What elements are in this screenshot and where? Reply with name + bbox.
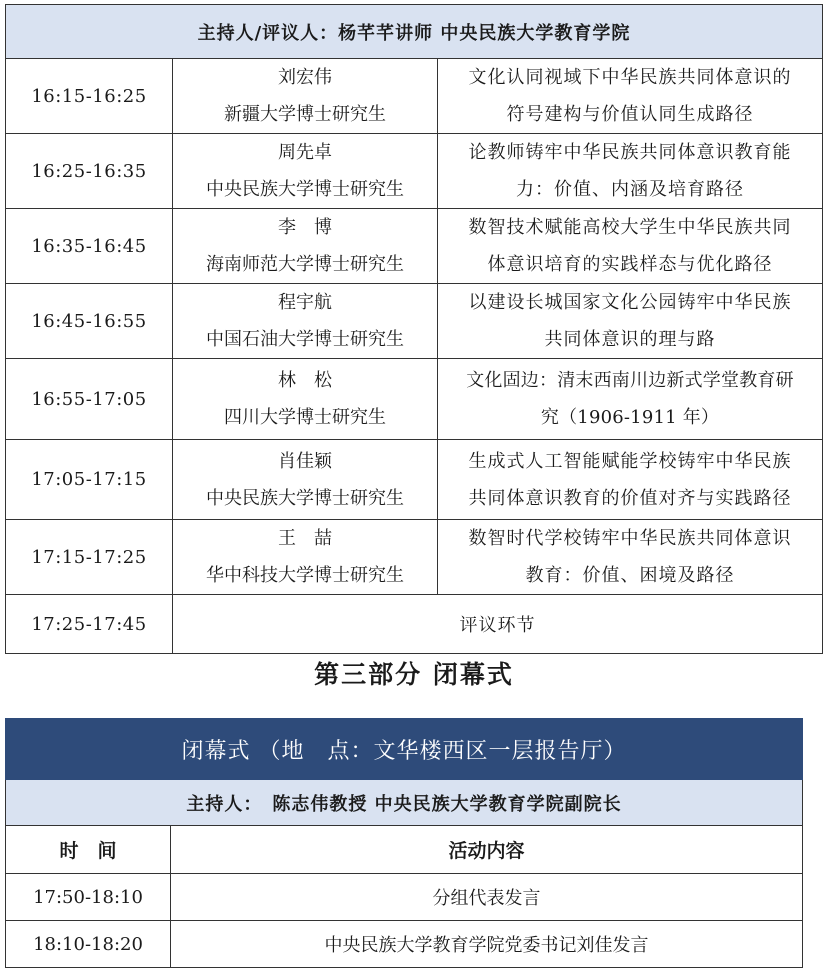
speaker-affiliation: 海南师范大学博士研究生: [206, 254, 404, 275]
closing-ceremony-table: [5, 718, 803, 968]
row-speaker: [173, 134, 438, 209]
closing-title: 闭幕式 （地 点：文华楼西区一层报告厅）: [6, 719, 803, 780]
row-time: 16:15-16:25: [6, 59, 173, 134]
part-heading: 第三部分 闭幕式: [314, 660, 514, 689]
closing-row-time: 17:50-18:10: [6, 874, 171, 921]
title-line-1: 数智技术赋能高校大学生中华民族共同: [468, 217, 792, 238]
schedule-row: [6, 359, 823, 440]
row-time: 16:35-16:45: [6, 209, 173, 284]
column-header-time: 时 间: [6, 826, 171, 874]
row-title: [438, 209, 823, 284]
session-schedule-table: [5, 4, 823, 654]
speaker-name: 王 喆: [278, 528, 332, 549]
schedule-row: [6, 284, 823, 359]
row-time: 17:25-17:45: [6, 595, 173, 654]
speaker-affiliation: 中国石油大学博士研究生: [206, 329, 404, 350]
title-line-2: 力：价值、内涵及培育路径: [516, 179, 744, 200]
closing-row: [6, 921, 803, 968]
closing-title-row: [6, 719, 803, 780]
title-line-2: 符号建构与价值认同生成路径: [506, 104, 754, 125]
row-speaker: [173, 59, 438, 134]
row-speaker: [173, 520, 438, 595]
speaker-name: 刘宏伟: [278, 67, 332, 88]
closing-row-activity: 中央民族大学教育学院党委书记刘佳发言: [171, 921, 803, 968]
closing-host: 主持人： 陈志伟教授 中央民族大学教育学院副院长: [6, 780, 803, 826]
closing-row: [6, 874, 803, 921]
title-line-1: 以建设长城国家文化公园铸牢中华民族: [468, 292, 792, 313]
title-line-1: 论教师铸牢中华民族共同体意识教育能: [468, 142, 792, 163]
row-title: [438, 440, 823, 520]
column-header-activity: 活动内容: [171, 826, 803, 874]
speaker-affiliation: 四川大学博士研究生: [224, 407, 386, 428]
row-speaker: [173, 209, 438, 284]
title-line-2: 教育：价值、困境及路径: [525, 565, 735, 586]
title-line-1: 生成式人工智能赋能学校铸牢中华民族: [468, 450, 792, 472]
closing-row-time: 18:10-18:20: [6, 921, 171, 968]
session-host-row: [6, 5, 823, 59]
review-row: [6, 595, 823, 654]
speaker-name: 周先卓: [278, 142, 332, 163]
row-title: [438, 359, 823, 440]
row-time: 16:25-16:35: [6, 134, 173, 209]
speaker-name: 李 博: [278, 217, 332, 238]
row-title: [438, 134, 823, 209]
row-time: 17:15-17:25: [6, 520, 173, 595]
row-speaker: [173, 359, 438, 440]
closing-header-row: [6, 826, 803, 874]
schedule-row: [6, 209, 823, 284]
title-line-2: 共同体意识教育的价值对齐与实践路径: [468, 487, 792, 509]
speaker-affiliation: 中央民族大学博士研究生: [206, 179, 404, 200]
schedule-row: [6, 134, 823, 209]
speaker-name: 林 松: [278, 370, 332, 391]
speaker-affiliation: 华中科技大学博士研究生: [206, 565, 404, 586]
closing-row-activity: 分组代表发言: [171, 874, 803, 921]
title-line-1: 数智时代学校铸牢中华民族共同体意识: [468, 528, 792, 549]
schedule-row: [6, 440, 823, 520]
schedule-row: [6, 59, 823, 134]
title-line-1: 文化认同视域下中华民族共同体意识的: [468, 67, 792, 88]
title-line-2: 体意识培育的实践样态与优化路径: [487, 254, 773, 275]
title-line-2: 共同体意识的理与路: [544, 329, 716, 350]
speaker-affiliation: 新疆大学博士研究生: [224, 104, 386, 125]
row-time: 17:05-17:15: [6, 440, 173, 520]
row-speaker: [173, 440, 438, 520]
row-title: [438, 59, 823, 134]
row-time: 16:55-17:05: [6, 359, 173, 440]
speaker-affiliation: 中央民族大学博士研究生: [206, 487, 404, 509]
title-line-2: 究（1906-1911 年）: [540, 407, 720, 428]
speaker-name: 程宇航: [278, 292, 332, 313]
closing-host-row: [6, 780, 803, 826]
row-title: [438, 284, 823, 359]
row-speaker: [173, 284, 438, 359]
speaker-name: 肖佳颖: [278, 450, 332, 472]
session-host: 主持人/评议人：杨芊芊讲师 中央民族大学教育学院: [6, 5, 823, 59]
review-label: 评议环节: [173, 595, 823, 654]
row-title: [438, 520, 823, 595]
schedule-row: [6, 520, 823, 595]
title-line-1: 文化固边：清末西南川边新式学堂教育研: [466, 370, 794, 391]
row-time: 16:45-16:55: [6, 284, 173, 359]
